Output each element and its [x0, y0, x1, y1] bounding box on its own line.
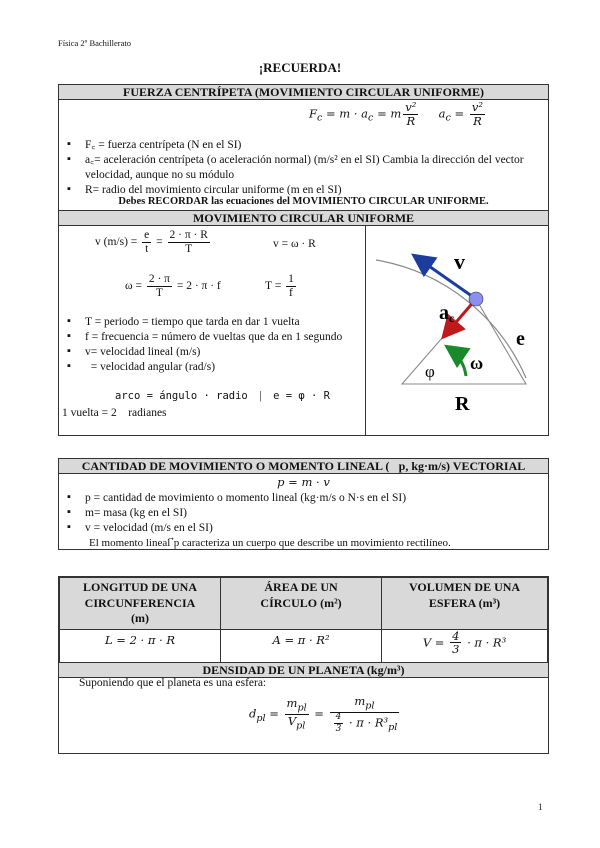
velocity-vector: [416, 257, 476, 299]
v-omega-formula: v = ω · R: [273, 238, 316, 250]
page-number: 1: [538, 802, 543, 812]
momentum-heading: CANTIDAD DE MOVIMIENTO O MOMENTO LINEAL (⃗p, kg·m/s) VECTORIAL: [59, 459, 548, 474]
list-item: ▪ f = frecuencia = número de vueltas que da en 1 segundo: [65, 330, 349, 345]
list-item: ▪ = velocidad angular (rad/s): [65, 360, 349, 375]
list-item: ▪ v = velocidad (m/s en el SI): [65, 521, 539, 536]
arc-formula: arco = ángulo · radio | e = φ · R: [115, 390, 330, 402]
list-item: ▪ m= masa (kg en el SI): [65, 506, 539, 521]
r-label: R: [455, 393, 470, 415]
omega-formula: ω = $\frac{2 \cdot \pi}{T}$ = 2 · π · f: [125, 273, 221, 299]
ac-label: ac: [439, 302, 455, 325]
list-item: ▪ v= velocidad lineal (m/s): [65, 345, 349, 360]
column-header: LONGITUD DE UNA CIRCUNFERENCIA (m): [60, 578, 221, 630]
column-header: ÁREA DE UN CÍRCULO (m²): [221, 578, 382, 630]
length-formula: L = 2 · π · R: [60, 629, 221, 662]
list-item: ▪ T = periodo = tiempo que tarda en dar 1 vuelta: [65, 315, 349, 330]
momentum-section: [58, 458, 549, 550]
period-formula: T = $\frac{1}{f}$: [265, 273, 294, 299]
sphere-assumption: Suponiendo que el planeta es una esfera:: [79, 677, 267, 689]
momentum-list: [59, 491, 539, 536]
centripetal-list: [59, 138, 529, 198]
list-item: ▪ a꜀= aceleración centrípeta (o aceleración normal) (m/s² en el SI) Cambia la dirección del vector velocidad, aunque no su módulo: [65, 153, 529, 183]
arc-equation: arco = ángulo · radio: [115, 390, 248, 402]
geometry-density-section: [58, 576, 549, 754]
e-equation: e = φ · R: [273, 390, 330, 402]
momentum-note: El momento lineal ⃗p caracteriza un cuerpo que describe un movimiento rectilíneo.: [89, 537, 451, 549]
density-heading: DENSIDAD DE UN PLANETA (kg/m³): [59, 663, 548, 678]
v-label: v: [454, 249, 465, 274]
velocity-formula: v (m/s) = $\frac{e}{t}$ = $\frac{2 \cdot \pi \cdot R}{T}$: [95, 229, 208, 255]
moving-particle: [469, 292, 483, 306]
list-item: ▪ p = cantidad de movimiento o momento lineal (kg·m/s o N·s en el SI): [65, 491, 539, 506]
mcu-diagram-panel: [365, 226, 548, 435]
momentum-formula: p = m · v: [277, 475, 330, 489]
geometry-table: [59, 577, 548, 663]
density-formula: $d_{pl}$ = $\frac{m_{pl}}{V_{pl}}$ = $m_{pl}$ $\frac{4}{3}$ · $\pi \cdot R^3_{pl}$: [249, 694, 398, 734]
mcu-section: [58, 210, 549, 436]
phi-label: φ: [425, 362, 435, 381]
list-item: ▪ F꜀ = fuerza centrípeta (N en el SI): [65, 138, 529, 153]
centripetal-note: Debes RECORDAR las ecuaciones del MOVIMIENTO CIRCULAR UNIFORME.: [118, 196, 489, 207]
omega-arrow: [449, 348, 466, 376]
omega-label: ω: [470, 353, 484, 373]
page-title: ¡RECUERDA!: [258, 60, 342, 75]
area-formula: A = π · R²: [221, 629, 382, 662]
centripetal-force-section: [58, 84, 549, 211]
e-label: e: [516, 328, 525, 350]
mcu-heading: MOVIMIENTO CIRCULAR UNIFORME: [59, 211, 548, 226]
page-header: Física 2º Bachillerato: [58, 38, 131, 48]
volume-formula: V = $\frac{4}{3}$ · π · R³: [382, 629, 548, 662]
mcu-list: [59, 315, 349, 375]
column-header: VOLUMEN DE UNA ESFERA (m³): [382, 578, 548, 630]
centripetal-force-heading: FUERZA CENTRÍPETA (MOVIMIENTO CIRCULAR UNIFORME): [59, 85, 548, 100]
vuelta-note: 1 vuelta = 2 radianes: [62, 407, 167, 419]
circular-motion-diagram: [366, 226, 549, 435]
centripetal-formula: $F_c = m \cdot a_c = m$ $\frac{\text{v²}}{R}$ $a_c$ = $\frac{\text{v²}}{R}$: [309, 100, 483, 128]
list-item: ▪ R= radio del movimiento circular uniforme (m en el SI): [65, 183, 529, 198]
